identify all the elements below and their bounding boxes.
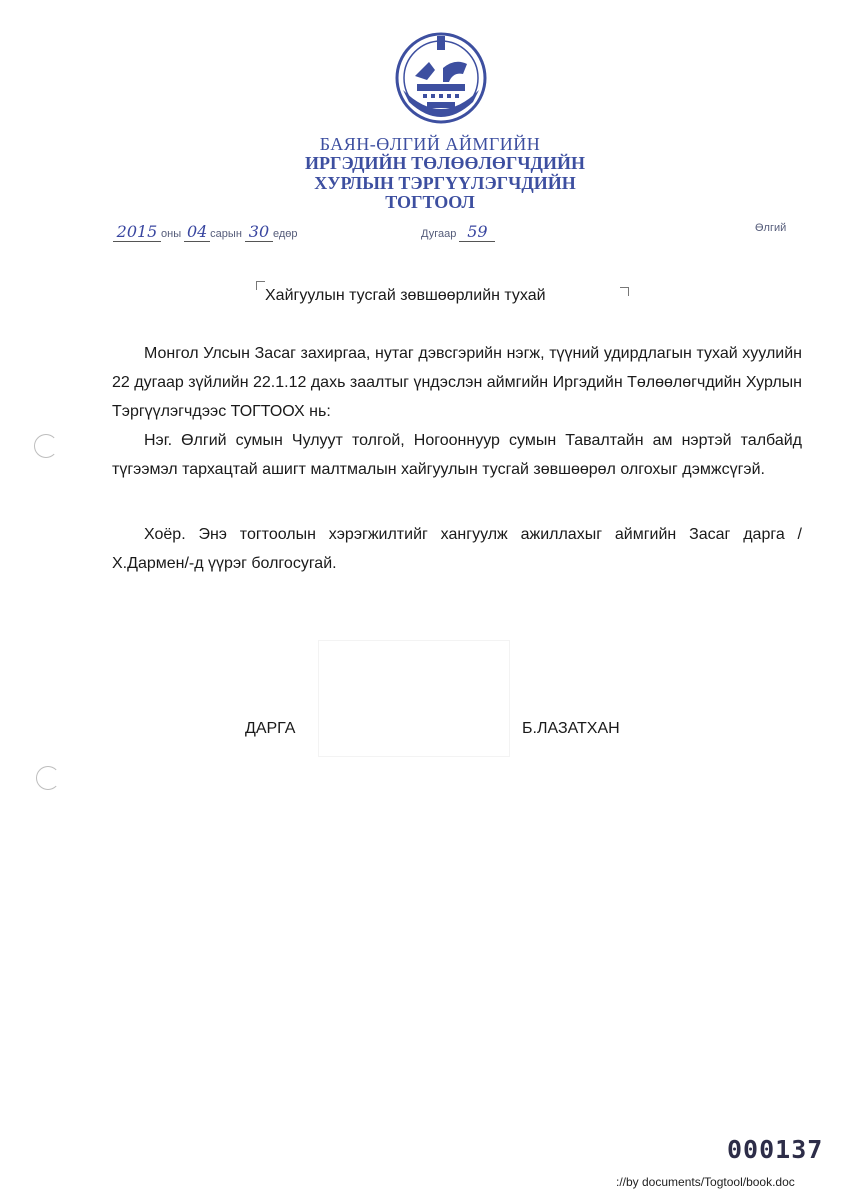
date-month: 04: [184, 222, 210, 242]
file-path: ://by documents/Togtool/book.doc: [616, 1175, 795, 1189]
signature-name: Б.ЛАЗАТХАН: [522, 720, 620, 737]
number-label: Дугаар: [421, 228, 457, 240]
header-council: ИРГЭДИЙН ТӨЛӨӨЛӨГЧДИЙН: [305, 153, 585, 173]
clause-one-paragraph: Нэг. Өлгий сумын Чулуут толгой, Ногооннуур сумын Тавалтайн ам нэртэй талбайд түгээмэл тархацтай ашигт малтмалын хайгуулын тусгай зөвшөөрөл олгохыг дэмжсүгэй.: [112, 432, 802, 478]
preamble-paragraph: Монгол Улсын Засаг захиргаа, нутаг дэвсгэрийн нэгж, түүний удирдлагын тухай хуулийн 22 дугаар зүйлийн 22.1.12 дахь заалтыг үндэслэн аймгийн Иргэдийн Төлөөлөгчдийн Хурлын Тэргүүлэгчдээс ТОГТООХ нь:: [112, 345, 802, 420]
header-province: БАЯН-ӨЛГИЙ АЙМГИЙН: [319, 134, 541, 154]
document-title: Хайгуулын тусгай зөвшөөрлийн тухай: [265, 287, 546, 304]
signature-title: ДАРГА: [245, 720, 296, 737]
date-year: 2015: [113, 222, 161, 242]
title-bracket-right: [620, 287, 629, 296]
resolution-number: [421, 222, 495, 242]
number-value: 59: [459, 222, 495, 242]
header-presidium: ХУРЛЫН ТЭРГҮҮЛЭГЧДИЙН: [314, 173, 576, 193]
faded-stamp-area: [318, 640, 510, 757]
date-day: 30: [245, 222, 273, 242]
date-line: [113, 222, 297, 242]
date-month-suffix: сарын: [210, 228, 242, 240]
header-resolution: ТОГТООЛ: [385, 192, 475, 212]
place: Өлгий: [755, 222, 787, 234]
date-year-suffix: оны: [161, 228, 182, 240]
document-number: 000137: [727, 1135, 824, 1164]
punch-hole-bottom: [36, 766, 60, 790]
mongolia-state-emblem-icon: [393, 28, 489, 132]
clause-two-paragraph: Хоёр. Энэ тогтоолын хэрэгжилтийг хангуулж ажиллахыг аймгийн Засаг дарга /Х.Дармен/-д үүрэг болгосугай.: [112, 526, 802, 572]
punch-hole-top: [34, 434, 58, 458]
date-day-suffix: едөр: [272, 228, 298, 240]
title-bracket-left: [256, 281, 265, 290]
